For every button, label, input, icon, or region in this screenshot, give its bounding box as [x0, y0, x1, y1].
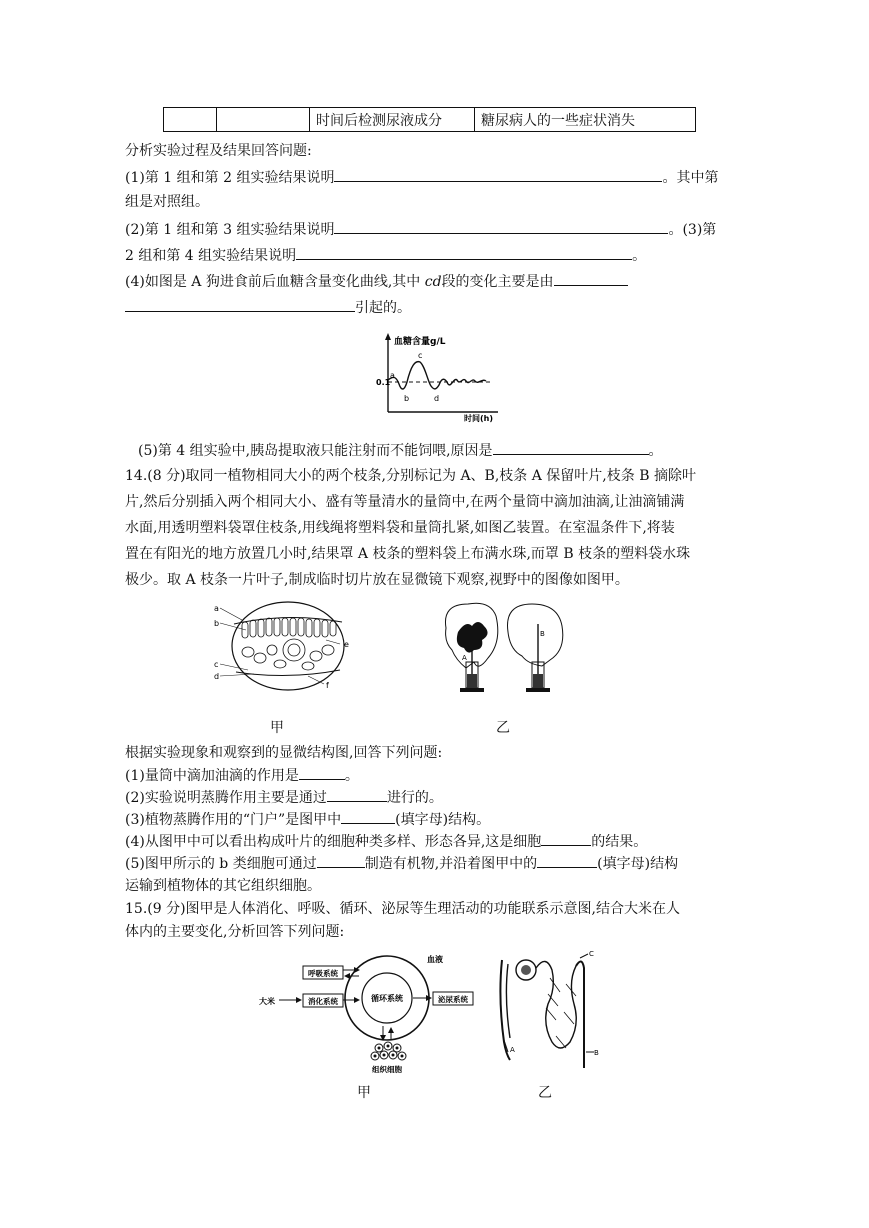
- leaf-label-c: c: [214, 660, 219, 669]
- question-1-text: (1)第 1 组和第 2 组实验结果说明: [125, 170, 335, 186]
- graph-point-a: a: [390, 371, 395, 380]
- question-14-sub-2: [125, 787, 443, 808]
- question-1-line-1: [125, 167, 718, 188]
- lower-epidermis: [236, 670, 340, 676]
- renal-vein: [506, 964, 510, 1038]
- graph-ylabel: 血糖含量g/L: [394, 337, 446, 347]
- digestive-label: 消化系统: [308, 997, 338, 1006]
- question-14-sub-5: [125, 853, 678, 874]
- respiratory-label: 呼吸系统: [308, 969, 338, 978]
- question-15-line-2: 体内的主要变化,分析回答下列问题:: [125, 924, 345, 940]
- leaf-label-f: f: [326, 681, 329, 690]
- blood-label: 血液: [427, 955, 443, 964]
- question-14-lead: 根据实验现象和观察到的显微结构图,回答下列问题:: [125, 745, 443, 761]
- graph-ytick: 0.1: [376, 378, 391, 387]
- question-1-line-2: 组是对照组。: [125, 194, 209, 210]
- question-4-text-c: 段的变化主要是由: [441, 274, 554, 290]
- answer-blank-1[interactable]: [334, 167, 662, 182]
- circulatory-label: 循环系统: [371, 994, 403, 1003]
- question-4-line-1: [125, 271, 628, 292]
- answer-blank-14-3[interactable]: [341, 809, 395, 824]
- table-cell-empty-2: [217, 108, 310, 132]
- bag-b: [508, 604, 563, 666]
- answer-blank-5[interactable]: [493, 440, 649, 455]
- collecting-duct: [576, 961, 584, 1068]
- answer-blank-14-1[interactable]: [299, 765, 345, 780]
- graph-point-b: b: [404, 394, 410, 403]
- answer-blank-3[interactable]: [296, 245, 632, 260]
- graph-curve: [388, 362, 486, 389]
- q14-s5-text-b: 制造有机物,并沿着图甲中的: [364, 856, 538, 872]
- caption-device-yi: 乙: [496, 720, 510, 736]
- palisade-cells: [242, 618, 336, 638]
- question-14-sub-3: [125, 809, 490, 830]
- question-1-text-b: 。其中第: [662, 170, 719, 186]
- q14-s4-text-b: 的结果。: [591, 834, 648, 850]
- table-row: [164, 108, 696, 132]
- leaf-label-b: b: [214, 619, 220, 628]
- answer-blank-14-4[interactable]: [541, 831, 591, 846]
- graph-point-c: c: [418, 351, 423, 360]
- microscope-field: [232, 602, 344, 690]
- caption-diagram-jia: 甲: [357, 1085, 371, 1101]
- question-14-line-5: 极少。取 A 枝条一片叶子,制成临时切片放在显微镜下观察,视野中的图像如图甲。: [125, 572, 629, 588]
- leaf-label-e: e: [344, 640, 349, 649]
- water-a: [467, 674, 477, 688]
- answer-blank-2[interactable]: [334, 219, 668, 234]
- graph-y-arrow: [385, 333, 391, 340]
- q14-s2-text-b: 进行的。: [386, 790, 443, 806]
- question-4-text: (4)如图是 A 狗进食前后血糖含量变化曲线,其中: [125, 274, 425, 290]
- nephron-figure: [490, 948, 610, 1078]
- table-cell-empty-1: [164, 108, 217, 132]
- answer-blank-4a[interactable]: [554, 271, 628, 286]
- question-2-text: (2)第 1 组和第 3 组实验结果说明: [125, 222, 335, 238]
- question-14-line-2: 片,然后分别插入两个相同大小、盛有等量清水的量筒中,在两个量筒中滴加油滴,让油滴铺满: [125, 494, 685, 510]
- answer-blank-14-5a[interactable]: [317, 853, 365, 868]
- device-label-a: A: [462, 654, 467, 662]
- rice-label: 大米: [259, 997, 275, 1006]
- base-b: [526, 688, 550, 692]
- physiology-diagram: [255, 948, 480, 1078]
- q14-s1-text-b: 。: [344, 768, 359, 784]
- question-4-text-d: 引起的。: [355, 300, 411, 316]
- tubule: [536, 961, 576, 1048]
- leaves-a: [457, 622, 488, 653]
- table-cell-method: 时间后检测尿液成分: [310, 108, 475, 132]
- spongy-cells: [242, 639, 334, 670]
- leaf-label-a: a: [214, 604, 219, 613]
- question-5-line: [138, 440, 663, 461]
- leaf-label-d: d: [214, 672, 220, 681]
- caption-nephron-yi: 乙: [538, 1085, 552, 1101]
- segment-cd: cd: [424, 274, 442, 290]
- label-line-c: [580, 954, 588, 958]
- question-14-sub-5-cont: 运输到植物体的其它组织细胞。: [125, 878, 321, 894]
- q14-s5-text: (5)图甲所示的 b 类细胞可通过: [125, 856, 317, 872]
- q14-s3-text-b: (填字母)结构。: [395, 812, 491, 828]
- kidney-label-c: C: [589, 950, 594, 958]
- question-14-line-4: 置在有阳光的地方放置几小时,结果罩 A 枝条的塑料袋上布满水珠,而罩 B 枝条的塑料袋水珠: [125, 546, 691, 562]
- analysis-intro: 分析实验过程及结果回答问题:: [125, 143, 312, 159]
- tissue-label: 组织细胞: [372, 1065, 402, 1074]
- q14-s5-text-c: (填字母)结构: [597, 856, 679, 872]
- answer-blank-4b[interactable]: [125, 297, 355, 312]
- experiment-table-fragment: [163, 107, 696, 132]
- glomerulus: [521, 965, 531, 975]
- blood-sugar-graph: [368, 330, 508, 425]
- answer-blank-14-5b[interactable]: [537, 853, 597, 868]
- question-15-line-1: 15.(9 分)图甲是人体消化、呼吸、循环、泌尿等生理活动的功能联系示意图,结合大米在人: [125, 901, 680, 917]
- question-14-sub-4: [125, 831, 647, 852]
- question-2-line: [125, 219, 716, 240]
- q14-s4-text: (4)从图甲中可以看出构成叶片的细胞种类多样、形态各异,这是细胞: [125, 834, 542, 850]
- question-2-text-b: 。(3)第: [668, 222, 717, 238]
- graph-xlabel: 时间(h): [464, 414, 494, 423]
- question-3-text: 2 组和第 4 组实验结果说明: [125, 248, 297, 264]
- leaf-cross-section-figure: [208, 600, 353, 692]
- kidney-label-b: B: [594, 1049, 599, 1057]
- question-14-line-1: 14.(8 分)取同一植物相同大小的两个枝条,分别标记为 A、B,枝条 A 保留叶片,枝条 B 摘除叶: [125, 468, 696, 484]
- device-label-b: B: [540, 630, 545, 638]
- question-14-sub-1: [125, 765, 359, 786]
- water-b: [533, 674, 543, 688]
- answer-blank-14-2[interactable]: [327, 787, 387, 802]
- question-4-line-2: [125, 297, 411, 318]
- question-14-line-3: 水面,用透明塑料袋罩住枝条,用线绳将塑料袋和量筒扎紧,如图乙装置。在室温条件下,将装: [125, 520, 675, 536]
- question-5-text: (5)第 4 组实验中,胰岛提取液只能注射而不能饲喂,原因是: [138, 443, 493, 459]
- q14-s1-text: (1)量筒中滴加油滴的作用是: [125, 768, 299, 784]
- kidney-label-a: A: [510, 1046, 515, 1054]
- q14-s3-text: (3)植物蒸腾作用的“门户”是图甲中: [125, 812, 342, 828]
- transpiration-device-figure: [438, 598, 570, 694]
- urinary-label: 泌尿系统: [438, 995, 468, 1004]
- question-5-text-b: 。: [648, 443, 663, 459]
- base-a: [460, 688, 484, 692]
- question-3-line: [125, 245, 646, 266]
- q14-s2-text: (2)实验说明蒸腾作用主要是通过: [125, 790, 327, 806]
- table-cell-result: 糖尿病人的一些症状消失: [475, 108, 696, 132]
- caption-leaf-jia: 甲: [270, 720, 284, 736]
- graph-point-d: d: [434, 394, 440, 403]
- question-3-text-b: 。: [632, 248, 647, 264]
